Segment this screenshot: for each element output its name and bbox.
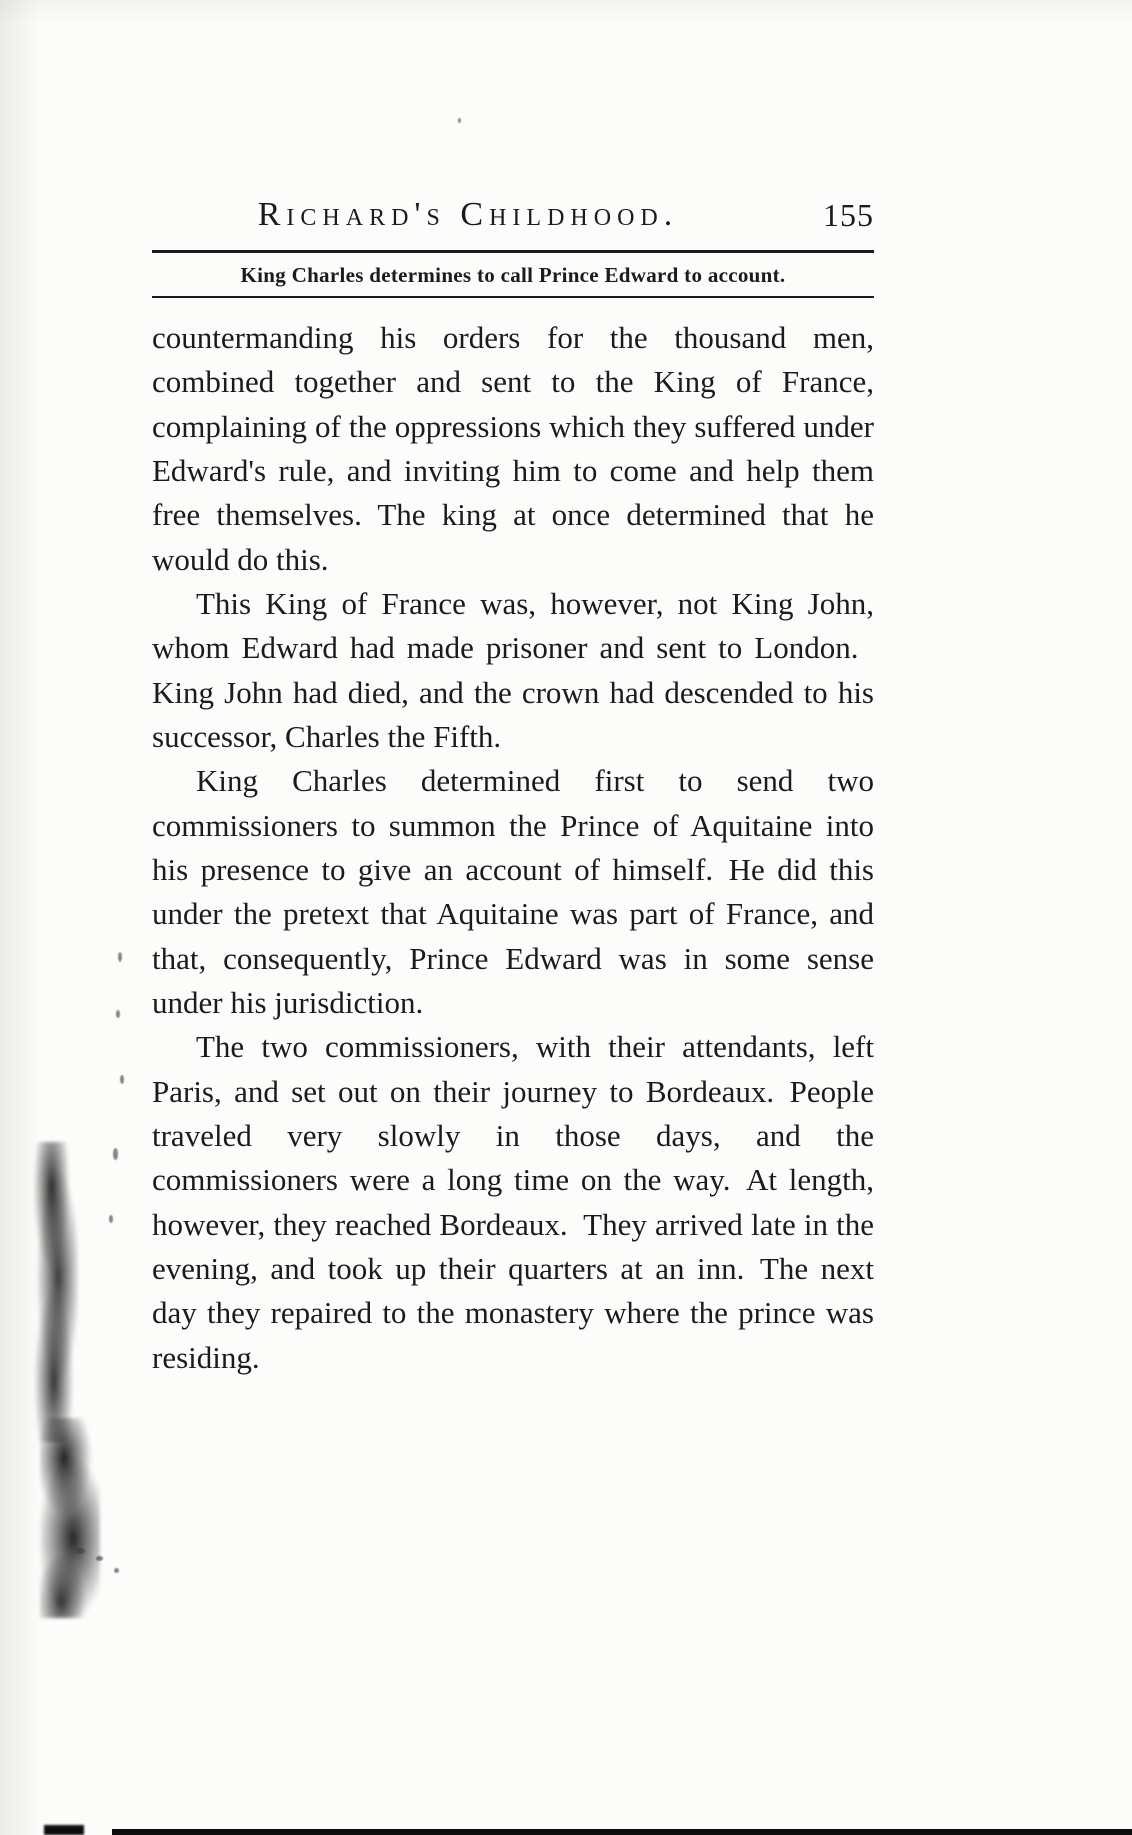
scan-artifact-speck (76, 1548, 85, 1554)
scan-artifact-bottom-bar (44, 1825, 84, 1835)
paragraph: King Charles determined first to send two commissioners to summon the Prince of Aquitaine into his presence to give an account of himself. He did this under the pretext that Aquitaine was part of France, and that, consequently, Prince Edward was in some sense under his jurisdiction. (152, 763, 874, 1020)
header-rule (152, 250, 874, 253)
paragraph: The two commissioners, with their attendants, left Paris, and set out on their journey to Bordeaux. People traveled very slowly in those days, and the commissioners were a long time on the way. At length, however, they reached Bordeaux. They arrived late in the evening, and took up their quarters at an inn. The next day they repaired to the monastery where the prince was residing. (152, 1029, 874, 1375)
scan-artifact-speck (114, 1568, 119, 1573)
scan-edge-shade (0, 0, 40, 1835)
scan-artifact-smudge (34, 1142, 78, 1442)
page-number: 155 (823, 197, 874, 233)
scan-artifact-speck (116, 1010, 120, 1018)
page-title: Richard's Childhood. (257, 196, 679, 233)
scan-artifact-speck (458, 118, 461, 123)
scan-artifact-speck (113, 1148, 118, 1160)
scan-edge-shade (0, 0, 1132, 24)
paragraph: countermanding his orders for the thousand men, combined together and sent to the King of France, complaining of the oppressions which they suffered under Edward's rule, and inviting him to come and help them free themselves. The king at once determined that he would do this. (152, 320, 874, 577)
scan-artifact-smudge (40, 1418, 100, 1618)
scan-artifact-speck (120, 1075, 124, 1084)
page-content (152, 196, 874, 1380)
paragraph: This King of France was, however, not King John, whom Edward had made prisoner and sent to London. King John had died, and the crown had descended to his successor, Charles the Fifth. (152, 585, 874, 754)
scan-artifact-bottom-bar (112, 1829, 1132, 1835)
scan-artifact-speck (109, 1215, 113, 1223)
page-header (152, 196, 874, 240)
running-head-rule (152, 296, 874, 298)
scan-artifact-speck (118, 952, 122, 962)
body-text (152, 316, 874, 1380)
running-head: King Charles determines to call Prince Edward to account. (240, 263, 786, 287)
scan-artifact-speck (96, 1556, 103, 1561)
